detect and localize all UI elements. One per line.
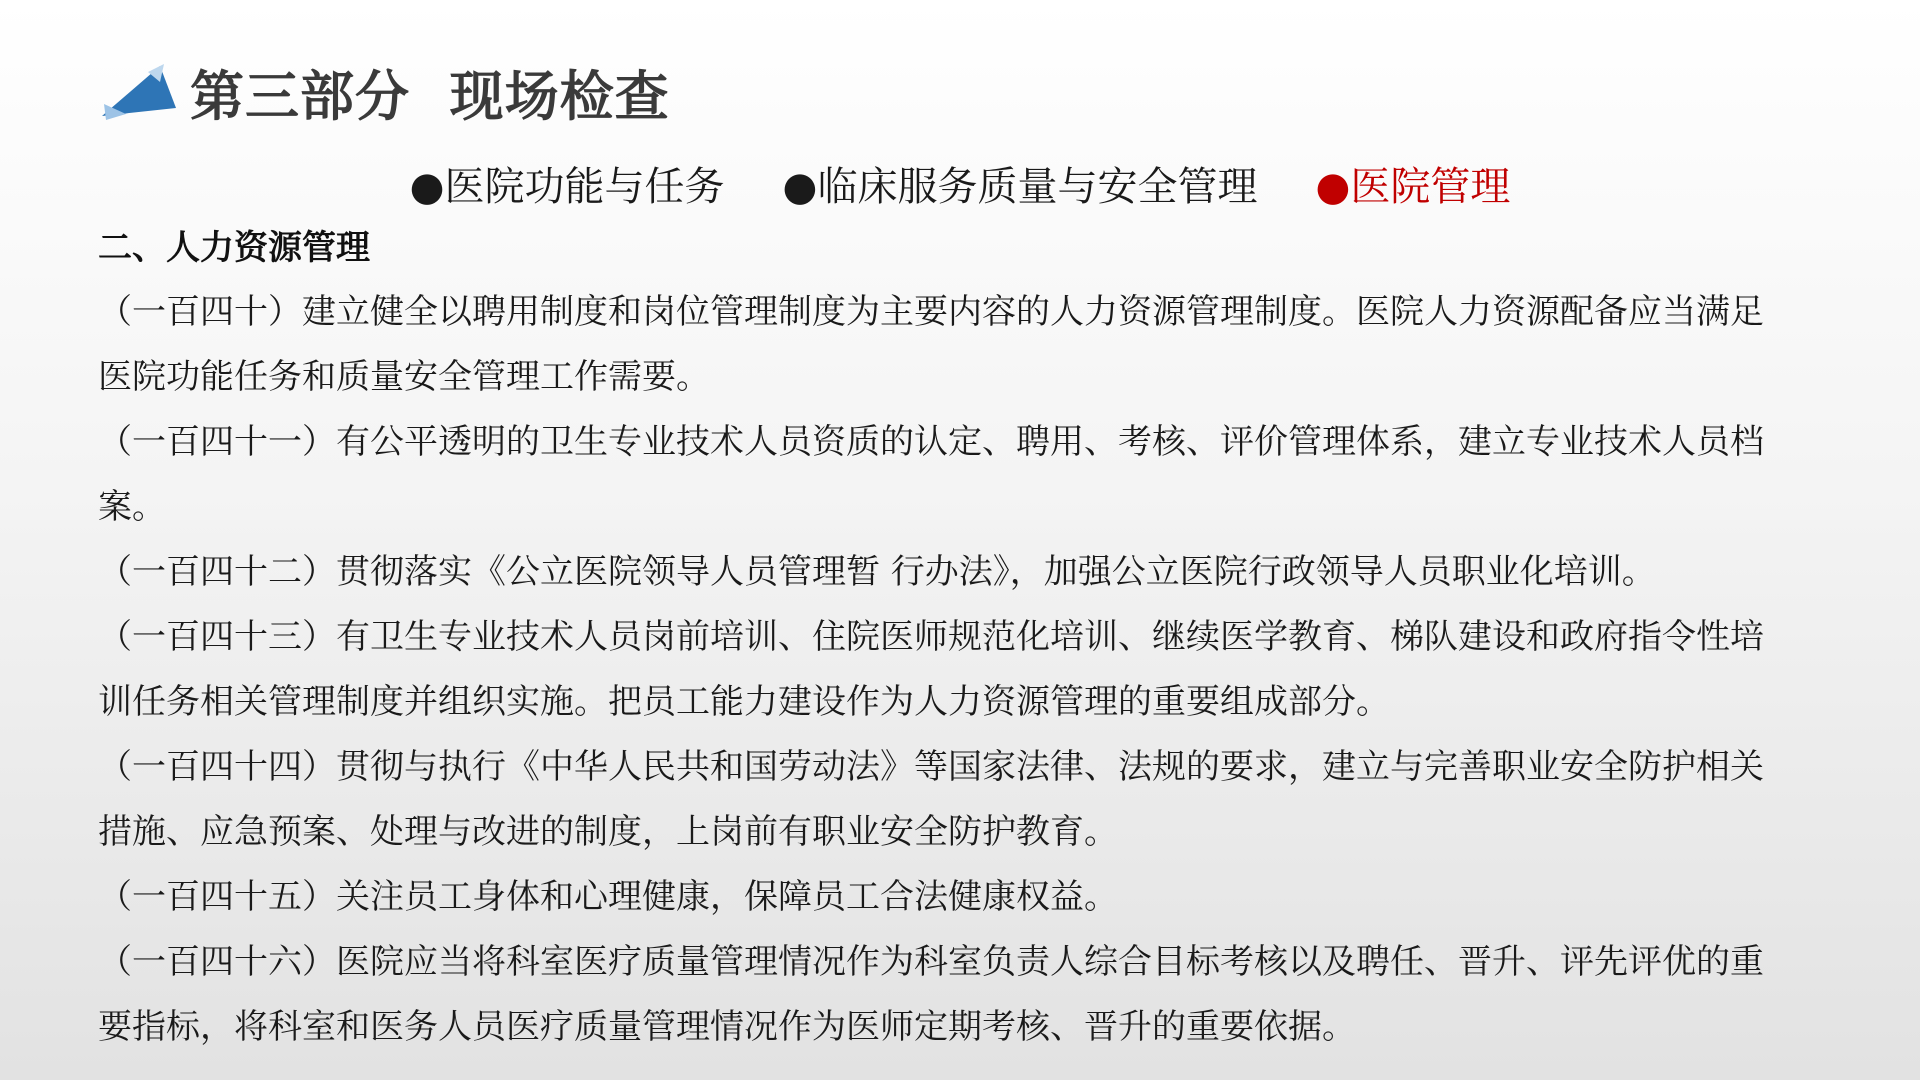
article-paragraph: （一百四十二）贯彻落实《公立医院领导人员管理暂 行办法》，加强公立医院行政领导人员职业化培训。 bbox=[98, 552, 1656, 592]
article-paragraph: （一百四十一）有公平透明的卫生专业技术人员资质的认定、聘用、考核、评价管理体系，建立专业技术人员档案。 bbox=[98, 422, 1764, 527]
arrow-logo-icon bbox=[100, 60, 178, 124]
nav-item-hospital-management[interactable]: ●医院管理 bbox=[1315, 164, 1511, 210]
section-nav bbox=[0, 155, 1920, 212]
section-heading: 二、人力资源管理 bbox=[98, 228, 370, 268]
article-paragraph: （一百四十）建立健全以聘用制度和岗位管理制度为主要内容的人力资源管理制度。医院人力资源配备应当满足医院功能任务和质量安全管理工作需要。 bbox=[98, 292, 1764, 397]
nav-item-clinical-quality[interactable]: ●临床服务质量与安全管理 bbox=[782, 164, 1258, 210]
header bbox=[100, 52, 670, 132]
nav-item-hospital-function[interactable]: ●医院功能与任务 bbox=[409, 164, 725, 210]
article-paragraph: （一百四十五）关注员工身体和心理健康，保障员工合法健康权益。 bbox=[98, 877, 1118, 917]
article-body bbox=[98, 280, 1778, 1060]
page-title: 第三部分 现场检查 bbox=[190, 64, 670, 128]
article-paragraph: （一百四十六）医院应当将科室医疗质量管理情况作为科室负责人综合目标考核以及聘任、晋升、评先评优的重要指标，将科室和医务人员医疗质量管理情况作为医师定期考核、晋升的重要依据。 bbox=[98, 942, 1764, 1047]
article-paragraph: （一百四十三）有卫生专业技术人员岗前培训、住院医师规范化培训、继续医学教育、梯队建设和政府指令性培训任务相关管理制度并组织实施。把员工能力建设作为人力资源管理的重要组成部分。 bbox=[98, 617, 1764, 722]
article-paragraph: （一百四十四）贯彻与执行《中华人民共和国劳动法》等国家法律、法规的要求，建立与完善职业安全防护相关措施、应急预案、处理与改进的制度，上岗前有职业安全防护教育。 bbox=[98, 747, 1764, 852]
